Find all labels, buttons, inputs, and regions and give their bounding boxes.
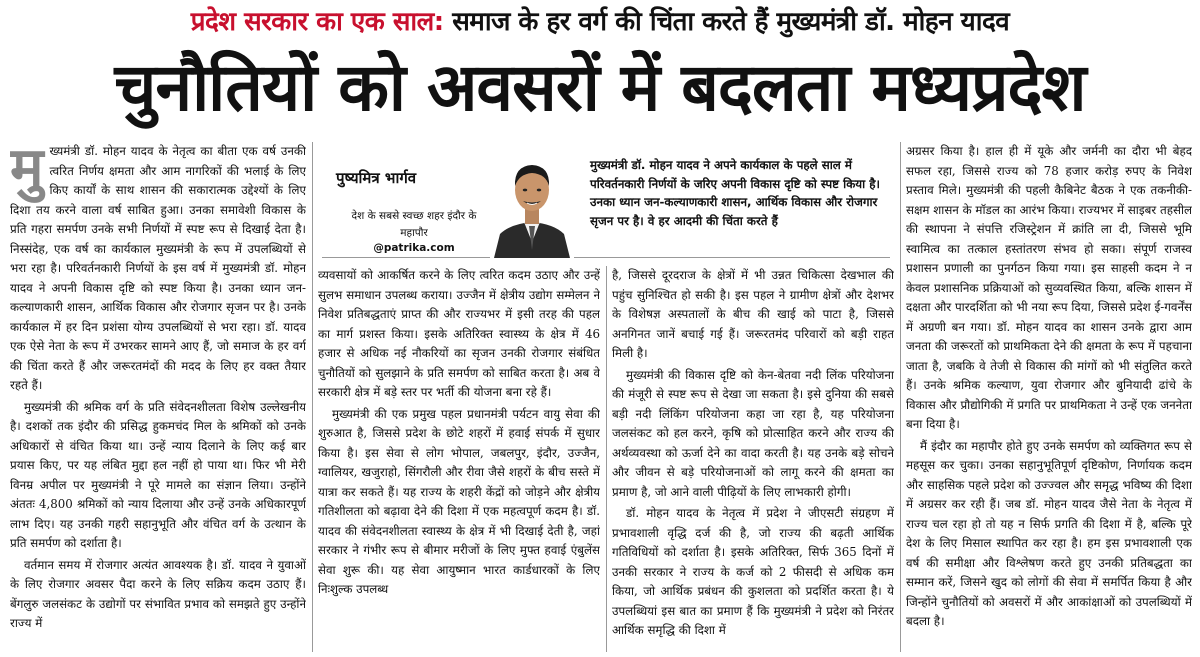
author-photo bbox=[490, 146, 574, 258]
paragraph: डॉ. मोहन यादव के नेतृत्व में प्रदेश ने जीएसटी संग्रहण में प्रभावशाली वृद्धि दर्ज की है, जो राज्य की बढ़ती आर्थिक गतिविधियों को दर्शाता है। इसके अतिरिक्त, सिर्फ 365 दिनों में उनकी सरकार ने राज्य के कर्ज को 2 फीसदी से अधिक कम किया, जो आर्थिक प्रबंधन की कुशलता को प्रदर्शित करता है। ये उपलब्धियां इस बात का प्रमाण हैं कि मुख्यमंत्री ने प्रदेश को निरंतर आर्थिक समृद्धि की दिशा में bbox=[612, 506, 894, 637]
paragraph: मुख्यमंत्री की एक प्रमुख पहल प्रधानमंत्री पर्यटन वायु सेवा की शुरुआत है, जिससे प्रदेश के छोटे शहरों में हवाई संपर्क में सुधार किया है। इस सेवा से लोग भोपाल, जबलपुर, इंदौर, उज्जैन, ग्वालियर, खजुराहो, सिंगरौली और रीवा जैसे शहरों के बीच सस्ते में यात्रा कर सकते हैं। यह राज्य के शहरी केंद्रों को जोड़ने और क्षेत्रीय गतिशीलता को बढ़ावा देने की दिशा में एक महत्वपूर्ण कदम है। डॉ. यादव की संवेदनशीलता स्वास्थ्य के क्षेत्र में भी दिखाई देती है, जहां सरकार ने गंभीर रूप से बीमार मरीजों के लिए मुफ्त हवाई एंबुलेंस सेवा शुरू की। यह सेवा आयुष्मान भारत कार्डधारकों के लिए निःशुल्क उपलब्ध bbox=[318, 406, 600, 596]
column-rule bbox=[312, 142, 313, 652]
author-role: देश के सबसे स्वच्छ शहर इंदौर के महापौर bbox=[351, 210, 477, 239]
kicker-black: समाज के हर वर्ग की चिंता करते हैं मुख्यमंत्री डॉ. मोहन यादव bbox=[452, 7, 1010, 37]
paragraph: मैं इंदौर का महापौर होते हुए उनके समर्पण को व्यक्तिगत रूप से महसूस कर चुका। उनका सहानुभूतिपूर्ण दृष्टिकोण, निर्णायक कदम और साहसिक पहले प्रदेश को उज्ज्वल और समृद्ध भविष्य की दिशा में अग्रसर कर रही हैं। जब डॉ. मोहन यादव जैसे नेता के नेतृत्व में राज्य चल रहा हो तो यह न सिर्फ प्रगति की दिशा में है, बल्कि पूरे देश के लिए मिसाल स्थापित कर रहा है। हम इस प्रभावशाली एक वर्ष की समीक्षा और विश्लेषण करते हुए उनकी प्रतिबद्धता का सम्मान करें, जिसने खुद को लोगों की सेवा में समर्पित किया है और जिन्होंने चुनौतियों को अवसरों में और आकांक्षाओं को उपलब्धियों में बदला है। bbox=[906, 438, 1192, 628]
dropcap: मु bbox=[10, 142, 44, 201]
author-name: पुष्यमित्र भार्गव bbox=[336, 169, 417, 187]
paragraph: व्यवसायों को आकर्षित करने के लिए त्वरित कदम उठाए और उन्हें सुलभ समाधान उपलब्ध कराया। उज्जैन में क्षेत्रीय उद्योग सम्मेलन ने निवेश प्रतिबद्धताएं प्राप्त की और राज्यभर में इसी तरह की पहल का मार्ग प्रशस्त किया। इसके अतिरिक्त स्वास्थ्य के क्षेत्र में 46 हजार से अधिक नई नौकरियों का सृजन उनकी रोजगार संबंधित चुनौतियों को सुलझाने के प्रति समर्पण को साबित करता है। अब वे सरकारी क्षेत्र में बड़े स्तर पर भर्ती की योजना बना रहे हैं। bbox=[318, 268, 600, 399]
pull-quote: मुख्यमंत्री डॉ. मोहन यादव ने अपने कार्यकाल के पहले साल में परिवर्तनकारी निर्णयों के जरिए अपनी विकास दृष्टि को स्पष्ट किया है। उनका ध्यान जन-कल्याणकारी शासन, आर्थिक विकास और रोजगार सृजन पर है। वे हर आदमी की चिंता करते हैं bbox=[590, 158, 880, 228]
article-column-4 bbox=[906, 142, 1192, 652]
column-rule bbox=[900, 142, 901, 652]
paragraph: मुख्यमंत्री की विकास दृष्टि को केन-बेतवा नदी लिंक परियोजना की मंजूरी से स्पष्ट रूप से देखा जा सकता है। इसे दुनिया की सबसे बड़ी नदी लिंकिंग परियोजना कहा जा रहा है, यह परियोजना जलसंकट को हल करने, कृषि को प्रोत्साहित करने और राज्य की अर्थव्यवस्था को ऊर्जा देने का वादा करती है। यह उनके बड़े सोचने और जीवन से बड़े परियोजनाओं को लागू करने की क्षमता का प्रमाण है, जो आने वाली पीढ़ियों के लिए लाभकारी होगी। bbox=[612, 367, 894, 499]
paragraph: वर्तमान समय में रोजगार अत्यंत आवश्यक है। डॉ. यादव ने युवाओं के लिए रोजगार अवसर पैदा करने के लिए सक्रिय कदम उठाए हैं। बेंगलुरु जलसंकट के उद्योगों पर संभावित प्रभाव को समझते हुए उन्होंने राज्य में bbox=[10, 557, 306, 630]
article-column-2 bbox=[318, 266, 600, 652]
article-column-1 bbox=[10, 142, 306, 652]
author-handle: @patrika.com bbox=[373, 242, 455, 254]
paragraph bbox=[10, 142, 306, 396]
kicker-red: प्रदेश सरकार का एक साल: bbox=[190, 7, 444, 37]
headline: चुनौतियों को अवसरों में बदलता मध्यप्रदेश bbox=[114, 49, 1086, 126]
column-rule bbox=[606, 266, 607, 652]
author-box bbox=[322, 146, 890, 258]
paragraph: अग्रसर किया है। हाल ही में यूके और जर्मनी का दौरा भी बेहद सफल रहा, जिससे राज्य को 78 हजार करोड़ रुपए के निवेश प्रस्ताव मिले। मुख्यमंत्री की पहली कैबिनेट बैठक ने एक तकनीकी-सक्षम शासन के मॉडल का आरंभ किया। राज्यभर में साइबर तहसील की स्थापना ने संपत्ति रजिस्ट्रेशन में क्रांति ला दी, जिससे भूमि स्वामित्व का तत्काल हस्तांतरण संभव हो सका। संपूर्ण राजस्व प्रशासन प्रणाली का पुनर्गठन किया गया। इस साहसी कदम ने न केवल प्रशासनिक प्रक्रियाओं को सुव्यवस्थित किया, बल्कि शासन में दक्षता और पारदर्शिता को भी नया रूप दिया, जिससे प्रदेश ई-गवर्नेंस में अग्रणी बन गया। डॉ. मोहन यादव का शासन उनके द्वारा आम जनता की जरूरतों को प्राथमिकता देने की क्षमता के रूप में पहचाना जाता है, जबकि वे तेजी से विकास की मांगों को भी संतुलित करते हैं। उनके श्रमिक कल्याण, युवा रोजगार और बुनियादी ढांचे के विकास और प्रौद्योगिकी में प्रगति पर प्राथमिकता ने उन्हें एक जननेता बना दिया है। bbox=[906, 144, 1192, 431]
kicker bbox=[0, 2, 1200, 42]
paragraph: मुख्यमंत्री की श्रमिक वर्ग के प्रति संवेदनशीलता विशेष उल्लेखनीय है। दशकों तक इंदौर की प्रसिद्ध हुकमचंद मिल के श्रमिकों को उनके अधिकारों से वंचित किया था। उन्हें न्याय दिलाने के लिए कई बार प्रयास किए, पर यह लंबित मुद्दा हल नहीं हो पाया था। फिर भी मेरी विनम्र अपील पर मुख्यमंत्री ने पूरे मामले का संज्ञान लिया। उन्होंने अंततः 4,800 श्रमिकों को न्याय दिलाया और उन्हें उनके अधिकारपूर्ण लाभ दिए। यह उनकी गहरी सहानुभूति और वंचित वर्ग के उत्थान के प्रति समर्पण को दर्शाता है। bbox=[10, 399, 306, 550]
article-column-3 bbox=[612, 266, 894, 652]
paragraph-text: ख्यमंत्री डॉ. मोहन यादव के नेतृत्व का बीता एक वर्ष उनकी त्वरित निर्णय क्षमता और आम नागरिकों की भलाई के लिए किए कार्यों के साथ शासन की सकारात्मक उद्देश्यों के लिए दिशा तय करने वाला वर्ष साबित हुआ। उनका समावेशी विकास के प्रति गहरा समर्पण उनके सभी निर्णयों में स्पष्ट रूप से दिखाई देता है। निस्संदेह, एक वर्ष का कार्यकाल मुख्यमंत्री के रूप में उपलब्धियों से भरा रहा है। परिवर्तनकारी निर्णयों के इस वर्ष में मुख्यमंत्री डॉ. मोहन यादव ने अपनी विकास दृष्टि को स्पष्ट किया है। उनका ध्यान जन-कल्याणकारी शासन, आर्थिक विकास और रोजगार सृजन पर है। उनके कार्यकाल में हर दिन प्रशंसा योग्य उपलब्धियों से भरा रहा। डॉ. यादव एक ऐसे नेता के रूप में उभरकर सामने आए हैं, जो समाज के हर वर्ग की चिंता करते हैं और जरूरतमंदों की मदद के लिए हर वक्त तैयार रहते हैं। bbox=[10, 144, 306, 392]
paragraph: है, जिससे दूरदराज के क्षेत्रों में भी उन्नत चिकित्सा देखभाल की पहुंच सुनिश्चित हो सकी है। इस पहल ने ग्रामीण क्षेत्रों और देशभर के विशेषज्ञ अस्पतालों के बीच की खाई को पाटा है, जिससे अनगिनत जानें बचाई गई हैं। जरूरतमंद परिवारों को बड़ी राहत मिली है। bbox=[612, 268, 894, 360]
